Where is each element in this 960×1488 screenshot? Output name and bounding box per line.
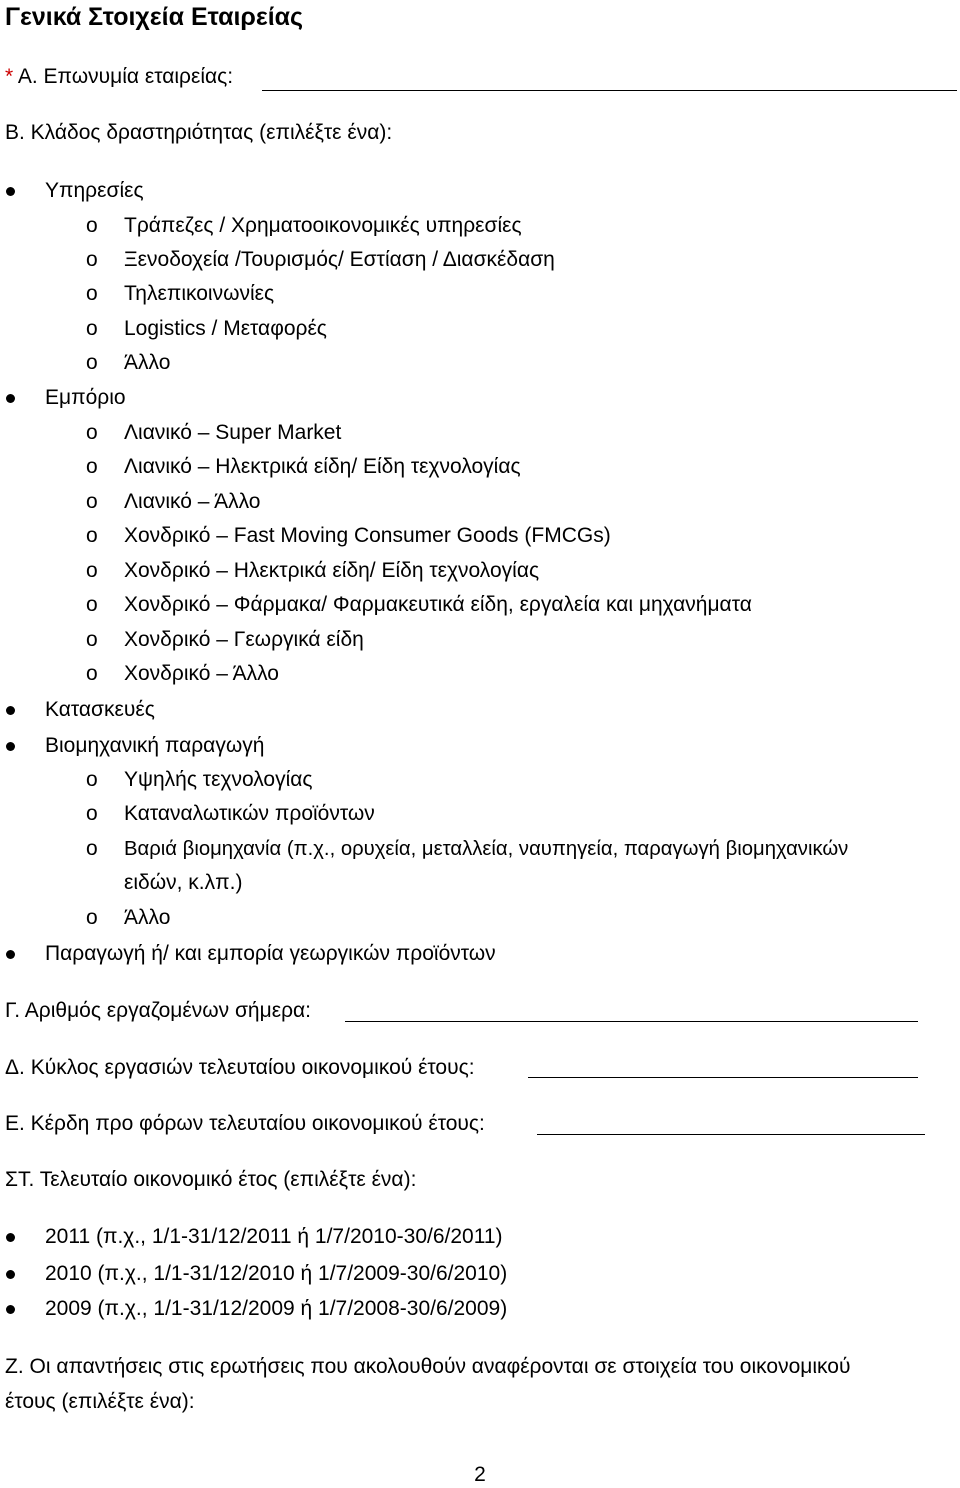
turnover-field[interactable]: [528, 1077, 918, 1078]
option-retail-electrical[interactable]: Λιανικό – Ηλεκτρικά είδη/ Είδη τεχνολογίας: [124, 455, 521, 478]
circle-bullet-icon: o: [86, 768, 98, 791]
circle-bullet-icon: o: [86, 455, 98, 478]
question-e-label: Ε. Κέρδη προ φόρων τελευταίου οικονομικού έτους:: [5, 1112, 485, 1135]
option-banks[interactable]: Τράπεζες / Χρηματοοικονομικές υπηρεσίες: [124, 214, 522, 237]
bullet-icon: [6, 1270, 15, 1279]
bullet-icon: [6, 1233, 15, 1242]
circle-bullet-icon: o: [86, 248, 98, 271]
option-wholesale-agricultural[interactable]: Χονδρικό – Γεωργικά είδη: [124, 628, 364, 651]
circle-bullet-icon: o: [86, 421, 98, 444]
option-fy-2009[interactable]: 2009 (π.χ., 1/1-31/12/2009 ή 1/7/2008-30/6/2009): [45, 1297, 508, 1320]
circle-bullet-icon: o: [86, 628, 98, 651]
profit-field[interactable]: [537, 1134, 925, 1135]
question-a: [5, 64, 233, 90]
question-a-label: Α. Επωνυμία εταιρείας:: [17, 65, 234, 88]
bullet-icon: [6, 394, 15, 403]
question-c-label: Γ. Αριθμός εργαζομένων σήμερα:: [5, 999, 311, 1022]
circle-bullet-icon: o: [86, 906, 98, 929]
question-f-label: ΣΤ. Τελευταίο οικονομικό έτος (επιλέξτε ένα):: [5, 1168, 417, 1191]
circle-bullet-icon: o: [86, 524, 98, 547]
circle-bullet-icon: o: [86, 214, 98, 237]
circle-bullet-icon: o: [86, 282, 98, 305]
option-services-other[interactable]: Άλλο: [124, 351, 171, 374]
question-b-label: Β. Κλάδος δραστηριότητας (επιλέξτε ένα):: [5, 121, 393, 144]
bullet-icon: [6, 187, 15, 196]
option-construction[interactable]: Κατασκευές: [45, 698, 155, 721]
circle-bullet-icon: o: [86, 490, 98, 513]
option-telecoms[interactable]: Τηλεπικοινωνίες: [124, 282, 275, 305]
option-services[interactable]: Υπηρεσίες: [45, 179, 144, 202]
option-industrial[interactable]: Βιομηχανική παραγωγή: [45, 734, 265, 757]
option-heavy-industry-continuation: ειδών, κ.λπ.): [124, 871, 243, 894]
bullet-icon: [6, 742, 15, 751]
option-hotels[interactable]: Ξενοδοχεία /Τουρισμός/ Εστίαση / Διασκέδαση: [124, 248, 555, 271]
bullet-icon: [6, 1305, 15, 1314]
option-wholesale-pharma[interactable]: Χονδρικό – Φάρμακα/ Φαρμακευτικά είδη, εργαλεία και μηχανήματα: [124, 593, 752, 616]
option-high-tech[interactable]: Υψηλής τεχνολογίας: [124, 768, 313, 791]
option-wholesale-fmcg[interactable]: Χονδρικό – Fast Moving Consumer Goods (FMCGs): [124, 524, 611, 547]
circle-bullet-icon: o: [86, 802, 98, 825]
option-fy-2011[interactable]: 2011 (π.χ., 1/1-31/12/2011 ή 1/7/2010-30/6/2011): [45, 1225, 503, 1248]
circle-bullet-icon: o: [86, 662, 98, 685]
bullet-icon: [6, 706, 15, 715]
question-d-label: Δ. Κύκλος εργασιών τελευταίου οικονομικού έτους:: [5, 1056, 475, 1079]
option-agricultural[interactable]: Παραγωγή ή/ και εμπορία γεωργικών προϊόντων: [45, 942, 496, 965]
option-logistics[interactable]: Logistics / Μεταφορές: [124, 317, 327, 340]
question-z-line2: έτους (επιλέξτε ένα):: [5, 1390, 195, 1413]
option-trade[interactable]: Εμπόριο: [45, 386, 126, 409]
circle-bullet-icon: o: [86, 351, 98, 374]
page-number: 2: [474, 1463, 486, 1486]
employees-field[interactable]: [345, 1021, 918, 1022]
circle-bullet-icon: o: [86, 837, 98, 860]
option-fy-2010[interactable]: 2010 (π.χ., 1/1-31/12/2010 ή 1/7/2009-30/6/2010): [45, 1262, 508, 1285]
circle-bullet-icon: o: [86, 593, 98, 616]
option-consumer-products[interactable]: Καταναλωτικών προϊόντων: [124, 802, 375, 825]
company-name-field[interactable]: [262, 90, 957, 91]
circle-bullet-icon: o: [86, 559, 98, 582]
option-industrial-other[interactable]: Άλλο: [124, 906, 171, 929]
option-wholesale-other[interactable]: Χονδρικό – Άλλο: [124, 662, 279, 685]
page-title: Γενικά Στοιχεία Εταιρείας: [5, 3, 304, 31]
option-retail-other[interactable]: Λιανικό – Άλλο: [124, 490, 261, 513]
question-z-line1: Ζ. Οι απαντήσεις στις ερωτήσεις που ακολουθούν αναφέρονται σε στοιχεία του οικονομικού: [5, 1355, 851, 1378]
required-asterisk: *: [5, 65, 14, 88]
bullet-icon: [6, 950, 15, 959]
option-heavy-industry[interactable]: Βαριά βιομηχανία (π.χ., ορυχεία, μεταλλεία, ναυπηγεία, παραγωγή βιομηχανικών: [124, 838, 849, 860]
circle-bullet-icon: o: [86, 317, 98, 340]
option-retail-supermarket[interactable]: Λιανικό – Super Market: [124, 421, 342, 444]
option-wholesale-electrical[interactable]: Χονδρικό – Ηλεκτρικά είδη/ Είδη τεχνολογίας: [124, 559, 540, 582]
